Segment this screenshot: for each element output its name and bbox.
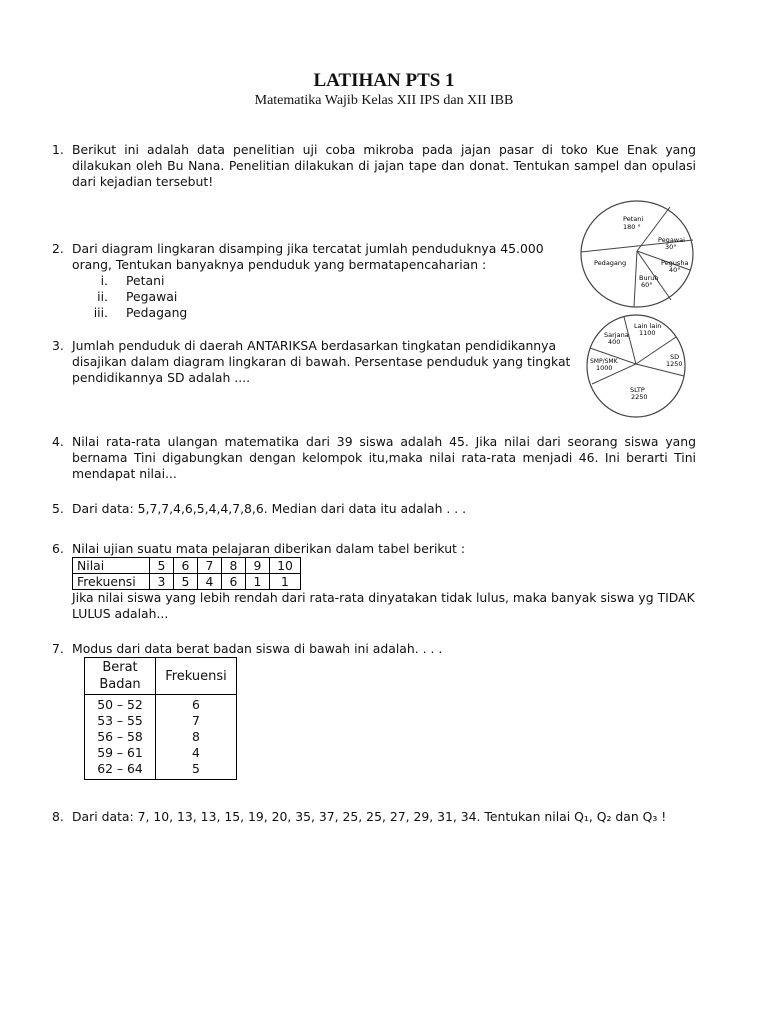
table-header-cell: Frekuensi [156, 658, 237, 695]
question-text: Nilai ujian suatu mata pelajaran diberikan dalam tabel berikut : [72, 541, 466, 556]
table-cell: 53 – 55 [85, 713, 156, 729]
slice-label: Sarjana [604, 331, 629, 339]
table-cell: 4 [198, 574, 222, 590]
question-number: 6. [52, 541, 64, 556]
slice-label: Buruh [639, 274, 659, 282]
table-cell: 7 [156, 713, 237, 729]
slice-label: Petani [623, 215, 644, 223]
table-cell: 3 [150, 574, 174, 590]
question-text: pendidikannya SD adalah .... [72, 370, 251, 385]
score-frequency-table [72, 557, 301, 590]
slice-value: 2250 [631, 393, 648, 401]
table-row [73, 558, 301, 574]
table-row [85, 695, 237, 714]
slice-value: 30° [665, 243, 677, 251]
question-text: Jika nilai siswa yang lebih rendah dari rata-rata dinyatakan tidak lulus, maka banyak siswa yg TIDAK [72, 590, 695, 605]
question-number: 2. [52, 241, 64, 256]
page-subtitle: Matematika Wajib Kelas XII IPS dan XII IBB [254, 93, 514, 108]
question-text: orang, Tentukan banyaknya penduduk yang bermatapencaharian : [72, 257, 487, 272]
slice-value: 1000 [596, 364, 613, 372]
table-row [85, 729, 237, 745]
table-header-cell: Berat Badan [85, 658, 156, 695]
question-text: Nilai rata-rata ulangan matematika dari 39 siswa adalah 45. Jika nilai dari seorang siswa yang bernama Tini digabungkan dengan kelompok itu,maka nilai rata-rata menjadi 46. Ini berarti Tini mendapat nilai... [72, 434, 696, 481]
slice-value: 400 [608, 338, 621, 346]
table-cell: 9 [246, 558, 270, 574]
table-row [85, 761, 237, 780]
table-cell: 7 [198, 558, 222, 574]
question-text: disajikan dalam diagram lingkaran di bawah. Persentase penduduk yang tingkat [72, 354, 571, 369]
list-item: iii. Pedagang [93, 305, 188, 320]
slice-label: SLTP [630, 386, 645, 394]
weight-frequency-table [84, 657, 237, 780]
question-text: Berikut ini adalah data penelitian uji coba mikroba pada jajan pasar di toko Kue Enak yang dilakukan oleh Bu Nana. Penelitian dilakukan di jajan tape dan donat. Tentukan sampel dan opulasi dari kejadian tersebut! [72, 142, 696, 189]
list-item: ii. Pegawai [97, 289, 178, 304]
page-title: LATIHAN PTS 1 [313, 70, 455, 91]
table-cell: 50 – 52 [85, 695, 156, 714]
table-cell: 8 [156, 729, 237, 745]
table-cell: 8 [222, 558, 246, 574]
question-number: 3. [52, 338, 64, 353]
list-item: i. Petani [100, 273, 165, 288]
question-text: Jumlah penduduk di daerah ANTARIKSA berdasarkan tingkatan pendidikannya [72, 338, 557, 353]
table-cell: 4 [156, 745, 237, 761]
question-number: 5. [52, 501, 64, 516]
table-cell: 62 – 64 [85, 761, 156, 780]
slice-value: 1250 [666, 360, 683, 368]
slice-value: 1100 [639, 329, 656, 337]
pie-chart-occupation [578, 198, 696, 310]
question-number: 4. [52, 434, 64, 449]
pie-chart-education [584, 312, 688, 420]
table-row [73, 574, 301, 590]
slice-label: Pedagang [594, 259, 627, 267]
question-number: 7. [52, 641, 64, 656]
table-cell: 6 [156, 695, 237, 714]
question-text: LULUS adalah... [72, 606, 169, 621]
slice-value: 40° [669, 266, 681, 274]
table-row [85, 713, 237, 729]
question-number: 8. [52, 809, 64, 824]
table-header-row [85, 658, 237, 695]
slice-label: SMP/SMK [590, 358, 618, 365]
table-cell: 5 [174, 574, 198, 590]
table-cell: 5 [150, 558, 174, 574]
table-cell: 6 [174, 558, 198, 574]
table-cell: 56 – 58 [85, 729, 156, 745]
slice-label: Lain lain [634, 322, 662, 330]
table-cell: 10 [270, 558, 301, 574]
table-cell: 6 [222, 574, 246, 590]
table-header-cell: Nilai [73, 558, 150, 574]
table-cell: 1 [270, 574, 301, 590]
sub-item-list [72, 273, 572, 321]
slice-value: 180 ° [623, 223, 641, 231]
table-header-cell: Frekuensi [73, 574, 150, 590]
question-text: Dari data: 7, 10, 13, 13, 15, 19, 20, 35, 37, 25, 25, 27, 29, 31, 34. Tentukan nilai Q₁, Q₂ dan Q₃ ! [72, 809, 667, 824]
slice-label: SD [670, 353, 680, 361]
table-cell: 5 [156, 761, 237, 780]
table-cell: 1 [246, 574, 270, 590]
slice-label: Pegawai [658, 236, 685, 244]
question-text: Dari diagram lingkaran disamping jika tercatat jumlah penduduknya 45.000 [72, 241, 544, 256]
question-text: Modus dari data berat badan siswa di bawah ini adalah. . . . [72, 641, 443, 656]
slice-label: Pegusha [661, 259, 689, 267]
table-cell: 59 – 61 [85, 745, 156, 761]
question-number: 1. [52, 142, 64, 157]
table-row [85, 745, 237, 761]
slice-value: 60° [641, 281, 653, 289]
question-text: Dari data: 5,7,7,4,6,5,4,4,7,8,6. Median dari data itu adalah . . . [72, 501, 467, 516]
